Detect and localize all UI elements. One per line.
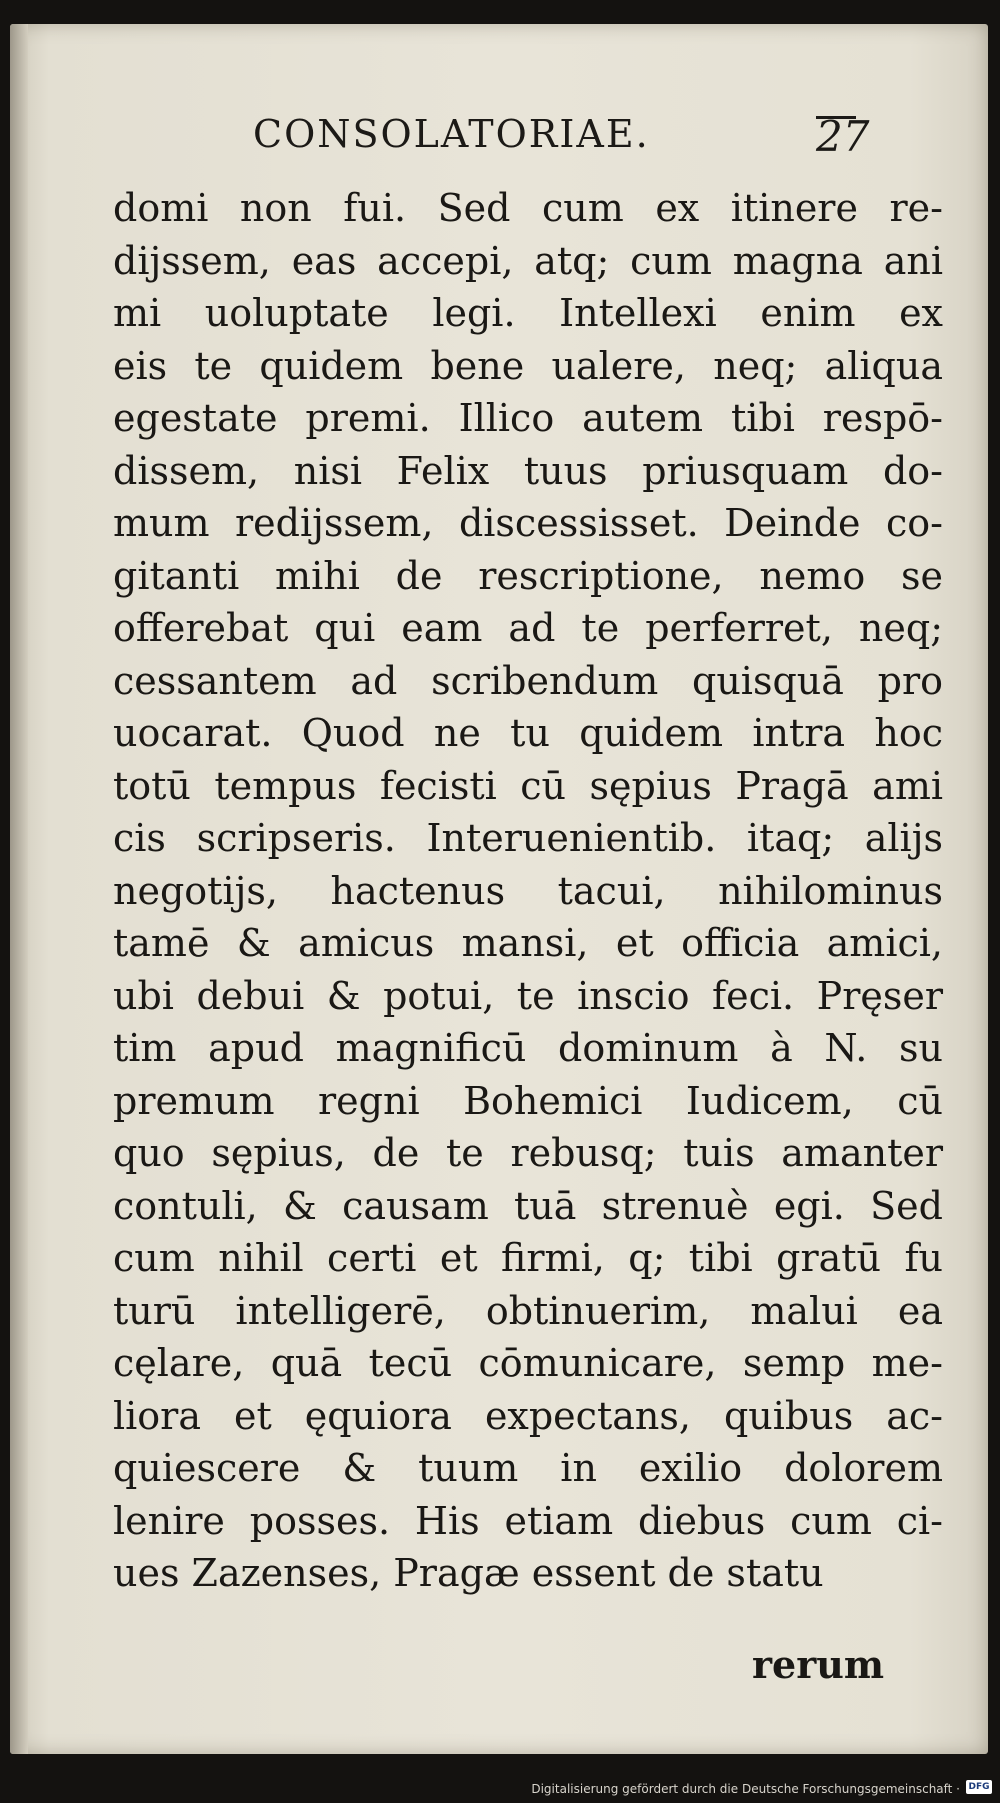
text-line: egestate premi. Illico autem tibi respō- [113,396,943,440]
digitization-credit: Digitalisierung gefördert durch die Deutsche Forschungsgemeinschaft · [531,1782,960,1796]
text-line: contuli, & causam tuā strenuè egi. Sed [113,1183,943,1228]
text-line: domi non fui. Sed cum ex itinere re- [113,186,943,230]
text-line: mum redijssem, discessisset. Deinde co- [113,501,943,545]
body-text [113,182,943,1600]
text-line: cis scripseris. Interuenientib. itaq; alijs [113,816,943,860]
page-number: 27 [816,112,870,161]
text-line: dissem, nisi Felix tuus priusquam do- [113,448,943,493]
text-line: turū intelligerē, obtinuerim, malui ea [113,1288,943,1333]
text-line: negotijs, hactenus tacui, nihilominus [113,868,943,913]
text-line: dijssem, eas accepi, atq; cum magna ani [113,238,943,283]
text-line: cessantem ad scribendum quisquā pro [113,658,943,703]
text-line: eis te quidem bene ualere, neq; aliqua [113,343,943,388]
running-title: CONSOLATORIAE. [253,112,650,156]
page-gutter-edge [10,24,28,1754]
text-line: ues Zazenses, Pragæ essent de statu [113,1551,824,1595]
text-line: tim apud magnificū dominum à N. su [113,1026,943,1070]
running-head [10,112,988,172]
text-line: cum nihil certi et firmi, q; tibi gratū fu [113,1236,943,1280]
text-line: quiescere & tuum in exilio dolorem [113,1446,943,1490]
text-line: mi uoluptate legi. Intellexi enim ex [113,291,943,335]
text-line: uocarat. Quod ne tu quidem intra hoc [113,711,943,755]
text-line: totū tempus fecisti cū sępius Pragā ami [113,763,943,808]
text-line: tamē & amicus mansi, et officia amici, [113,921,943,965]
text-line: offerebat qui eam ad te perferret, neq; [113,606,943,650]
text-line: premum regni Bohemici Iudicem, cū [113,1078,943,1123]
text-line: cęlare, quā tecū cōmunicare, semp me- [113,1341,943,1385]
book-page [10,24,988,1754]
text-line: gitanti mihi de rescriptione, nemo se [113,553,943,598]
catchword: rerum [752,1642,885,1687]
text-line: liora et ęquiora expectans, quibus ac- [113,1393,943,1438]
text-line: quo sępius, de te rebusq; tuis amanter [113,1131,943,1175]
text-line: ubi debui & potui, te inscio feci. Pręser [113,973,943,1018]
text-line: lenire posses. His etiam diebus cum ci- [113,1498,943,1543]
dfg-logo-icon: DFG [966,1780,992,1794]
